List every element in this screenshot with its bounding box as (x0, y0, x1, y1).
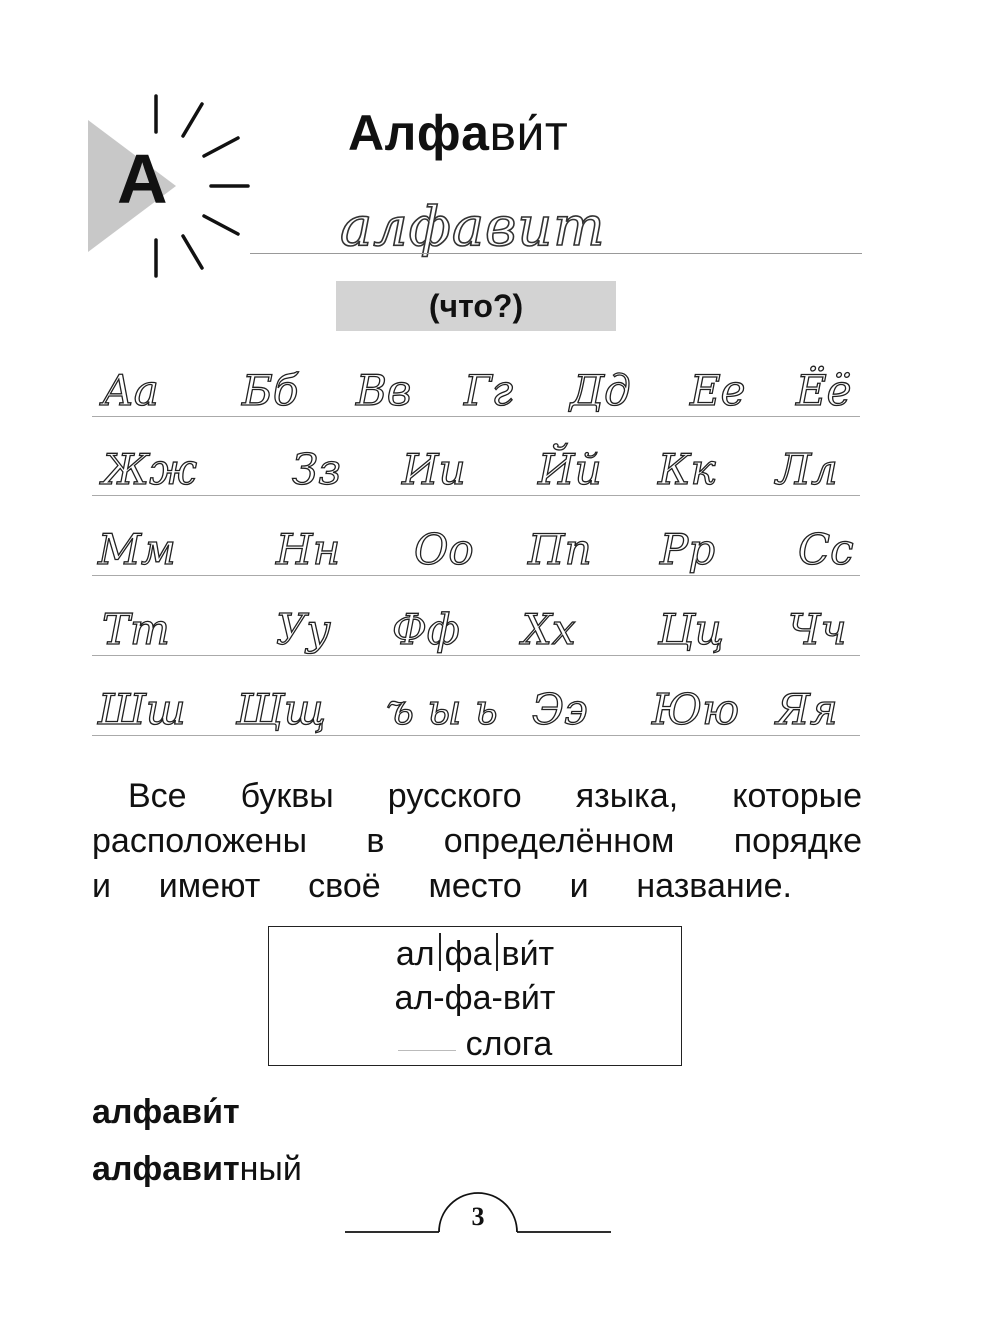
letter-pair: Рр (660, 525, 716, 574)
row-baseline (92, 735, 860, 736)
letter-pair: Вв (356, 366, 412, 415)
letter-pair: Ее (690, 366, 746, 415)
answer-blank (398, 1050, 456, 1051)
alphabet-row-2 (92, 445, 860, 513)
cursive-baseline (250, 253, 862, 254)
syllable-2: фа (444, 935, 492, 973)
title-part-1: Алф (348, 105, 462, 161)
letter-pair: Юю (652, 685, 740, 734)
page-number: 3 (471, 1202, 485, 1231)
cursive-word: алфавит (340, 195, 606, 258)
row-baseline (92, 416, 860, 417)
letter-pair: Жж (102, 445, 197, 494)
letter-pair: Ээ (532, 685, 588, 734)
letter-pair: Бб (242, 366, 299, 415)
definition-line-2: расположены в определённом порядке (92, 822, 862, 860)
row-baseline (92, 495, 860, 496)
letter-badge (86, 92, 256, 282)
word-root: алфавит (92, 1150, 240, 1188)
letter-pair: Сс (798, 525, 854, 574)
letter-pair: Нн (276, 525, 341, 574)
letter-pair: Кк (658, 445, 716, 494)
definition-line-1: Все буквы русского языка, которые (128, 777, 862, 815)
syllable-divider (439, 933, 441, 971)
definition-line-3: и имеют своё место и название. (92, 867, 792, 905)
alphabet-row-5 (92, 685, 860, 753)
badge-letter: А (117, 140, 168, 218)
question-bar (336, 281, 616, 331)
letter-pair: Йй (538, 445, 602, 494)
letter-pair: Ии (402, 445, 466, 494)
letter-pair: Мм (98, 525, 176, 574)
syllable-box (268, 926, 682, 1066)
letter-pair: Ёё (796, 366, 852, 415)
alphabet-row-4 (92, 605, 860, 673)
syllable-split (269, 933, 681, 971)
letter-pair: Цц (658, 605, 724, 654)
word-suffix: ный (239, 1150, 302, 1188)
syllable-hyphenated: ал-фа-ви́т (394, 979, 556, 1017)
syllable-label: слога (465, 1025, 553, 1063)
letter-pair: Уу (276, 605, 331, 654)
row-baseline (92, 655, 860, 656)
alphabet-row-1 (92, 366, 860, 434)
alphabet-row-3 (92, 525, 860, 593)
syllable-1: ал (395, 935, 435, 973)
letter-pair: Щщ (236, 685, 326, 734)
question-label: (что?) (428, 287, 524, 324)
related-word-1: алфави́т (92, 1093, 240, 1131)
letter-pair: Фф (392, 605, 460, 654)
letter-pair: Шш (98, 685, 186, 734)
syllable-count-line (269, 1027, 681, 1061)
letter-pair: Дд (570, 366, 631, 415)
sun-rays-icon (86, 92, 256, 282)
letter-pair: Аа (102, 366, 159, 415)
page-footer (345, 1188, 611, 1238)
letter-pair: Хх (522, 605, 576, 654)
letter-pair: ъ ы ь (386, 685, 498, 734)
syllable-3: ви́т (501, 935, 555, 973)
syllable-divider (496, 933, 498, 971)
letter-pair: Тт (102, 605, 170, 654)
row-baseline (92, 575, 860, 576)
title-part-3: ви́т (489, 105, 569, 161)
related-word-2 (92, 1152, 302, 1186)
letter-pair: Гг (464, 366, 514, 415)
definition-text (92, 774, 862, 864)
letter-pair: Оо (414, 525, 474, 574)
letter-pair: Чч (788, 605, 847, 654)
letter-pair: Пп (528, 525, 592, 574)
letter-pair: Зз (292, 445, 342, 494)
letter-pair: Яя (776, 685, 838, 734)
title-part-2: а (461, 105, 490, 161)
letter-pair: Лл (776, 445, 838, 494)
page-title (348, 105, 569, 161)
